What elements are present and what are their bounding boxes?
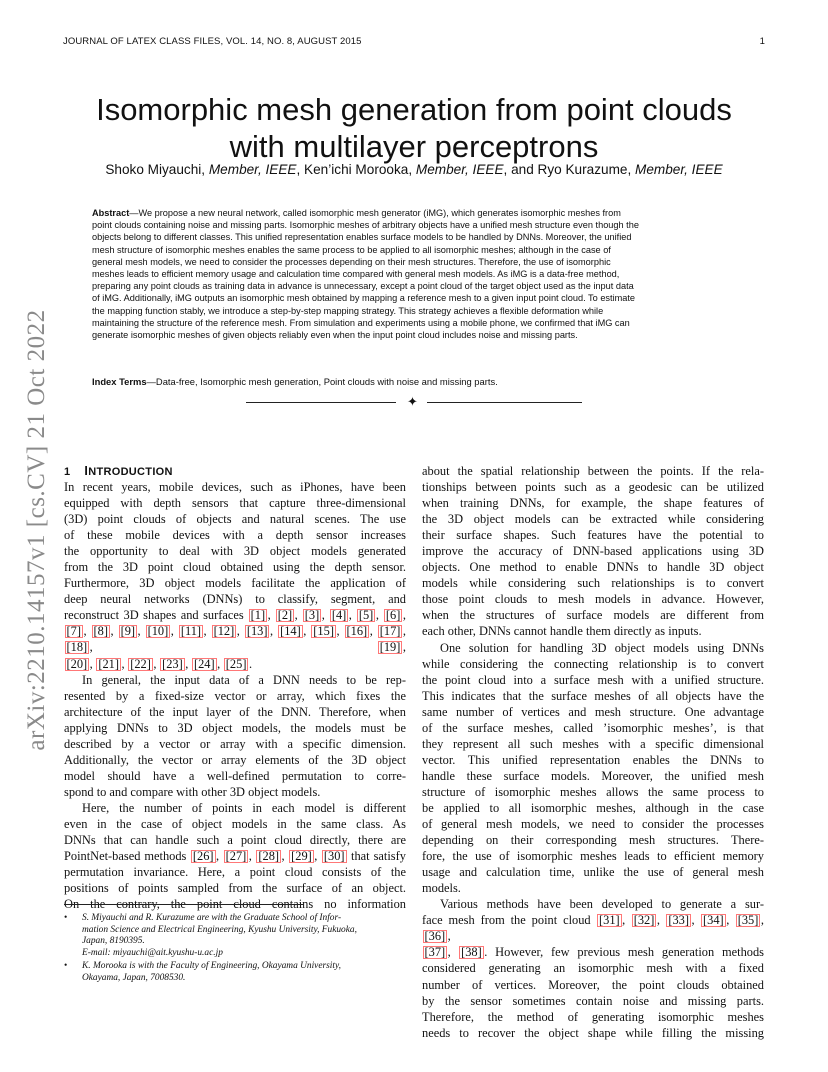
- title-line: with multilayer perceptrons: [229, 128, 599, 164]
- citation-link[interactable]: [14]: [280, 624, 301, 639]
- body-text-line: permutation invariance. Here, a point cloud consists of the: [64, 865, 406, 880]
- body-text-line: architecture of the input layer of the DNN. Therefore, when: [64, 704, 406, 719]
- body-text-line: needs to recover the object shape while filling the missing: [422, 1025, 764, 1040]
- abstract-line: [92, 207, 717, 219]
- citation-link[interactable]: [19]: [379, 640, 401, 655]
- citation-link[interactable]: [27]: [225, 849, 247, 864]
- abstract-line: meshes leads to efficient memory usage and calculation time compared with general mesh models. As iMG is a data-free method,: [92, 269, 620, 280]
- citation-link[interactable]: [31]: [599, 913, 620, 928]
- divider-rule-left: [246, 402, 396, 403]
- right-column: [422, 463, 764, 1041]
- abstract: [92, 207, 717, 341]
- citation-link[interactable]: [37]: [424, 945, 446, 960]
- body-text-line: the point cloud into a surface mesh with a unified structure.: [422, 672, 764, 687]
- abstract-line: of iMG. Additionally, iMG outputs an isomorphic mesh obtained by mapping a reference mesh to a given input point cloud. To estimate: [92, 293, 636, 304]
- body-text-line: spond to and compare with other 3D object models.: [64, 784, 321, 799]
- abstract-line: objects belong to different classes. This unified representation enables surface models to be handled by DNNs. Moreover, the unified: [92, 232, 632, 243]
- body-text-line: the 3D object models can be extracted while considering: [422, 512, 764, 527]
- section-title-rest: NTRODUCTION: [88, 466, 173, 478]
- body-text-line: structure of isomorphic meshes allows the same process to: [422, 784, 764, 799]
- body-text-line: DNNs that can handle such a point cloud directly, there are: [64, 833, 406, 848]
- citation-link[interactable]: [33]: [668, 913, 690, 928]
- citation-link[interactable]: [1]: [250, 608, 266, 623]
- body-text-line: each other, DNNs cannot handle them directly as inputs.: [422, 624, 702, 639]
- body-text-line: [37] , [38] . However, few previous mesh generation methods: [424, 945, 764, 960]
- abstract-line: general mesh models, we need to consider the processes depending on their mesh structures. Therefore, the use of isomorphic: [92, 256, 611, 267]
- citation-link[interactable]: [11]: [180, 624, 202, 639]
- citation-link[interactable]: [7]: [66, 624, 81, 639]
- bullet-icon: •: [64, 913, 68, 923]
- body-text-line: when training DNNs, for example, the shape features of: [422, 496, 764, 511]
- footnote-line: E-mail: miyauchi@ait.kyushu-u.ac.jp: [82, 947, 223, 958]
- section-title-initial: I: [84, 464, 89, 478]
- citation-link[interactable]: [6]: [385, 608, 401, 623]
- body-text-line: Therefore, the method of generating isomorphic meshes: [422, 1009, 764, 1024]
- abstract-line: generate isomorphic meshes of given objects reliably even when the input point cloud includes noise and missing parts.: [92, 330, 578, 341]
- citation-link[interactable]: [21]: [98, 656, 120, 671]
- index-terms-label: Index Terms: [92, 376, 147, 387]
- abstract-line: preparing any point clouds as training data in advance is unnecessary, except a point cloud of the target object used as the input data: [92, 281, 634, 292]
- body-text-line: when the structures of surface models are different from: [422, 608, 764, 623]
- citation-link[interactable]: [20]: [66, 656, 88, 671]
- body-text-line: fore, the use of isomorphic meshes leads to efficient memory: [422, 849, 764, 864]
- citation-link[interactable]: [10]: [147, 624, 169, 639]
- section-number: 1: [64, 466, 71, 478]
- bullet-icon: •: [64, 961, 68, 972]
- body-text-line: described by a vector or array with a specific dimension.: [64, 736, 406, 751]
- body-text-line: improve the accuracy of DNN-based applications using 3D: [422, 544, 764, 559]
- author-name: , Ken’ichi Morooka,: [296, 162, 416, 177]
- abstract-label: Abstract: [92, 208, 130, 218]
- left-column: [64, 463, 406, 912]
- arxiv-stamp: [17, 290, 57, 770]
- citation-link[interactable]: [15]: [313, 624, 334, 639]
- author-role: Member, IEEE: [415, 162, 504, 177]
- footnote-rule: [64, 904, 304, 905]
- body-text-line: the opportunity to deal with 3D object models generated: [64, 544, 406, 559]
- body-text-line: resented by a fixed-size vector or array, which fixes the: [64, 688, 406, 703]
- body-text-line: by the sensor sometimes contain noise and missing parts.: [422, 993, 764, 1008]
- footnote-line: Japan, 8190395.: [82, 936, 145, 947]
- author-role: Member, IEEE: [635, 162, 723, 177]
- body-text-line: Additionally, the vector or array elements of the 3D object: [64, 752, 406, 767]
- body-text-line: considered generating an isomorphic mesh with a fixed: [422, 961, 764, 976]
- citation-link[interactable]: [28]: [258, 849, 280, 864]
- body-text-line: Various methods have been developed to generate a sur-: [440, 897, 764, 912]
- citation-link[interactable]: [26]: [192, 849, 214, 864]
- body-text-line: (3D) point clouds of objects and natural scenes. The use: [64, 512, 406, 527]
- body-text-line: applying DNNs to 3D object models, the models must be: [64, 720, 406, 735]
- journal-header: JOURNAL OF LATEX CLASS FILES, VOL. 14, NO. 8, AUGUST 2015: [63, 36, 362, 47]
- body-text-line: model should have a well-defined permutation to corre-: [64, 768, 406, 783]
- body-text-line: models.: [422, 881, 461, 896]
- body-text-line: depending on their corresponding mesh structures. There-: [422, 833, 764, 848]
- body-text-line: while considering the connecting relationship is to convert: [422, 656, 764, 671]
- divider-diamond-icon: ✦: [407, 395, 418, 410]
- paper-title: [63, 91, 765, 165]
- body-text-line: even in the case of object models in the same class. As: [64, 816, 406, 831]
- citation-link[interactable]: [29]: [291, 849, 312, 864]
- body-text-line: On the contrary, the point cloud contains no information: [64, 897, 406, 912]
- body-text-line: of these mobile devices with a depth sensor increases: [64, 528, 406, 543]
- footnotes: [64, 913, 409, 987]
- body-text-line: This indicates that the surface meshes of all objects have the: [422, 688, 764, 703]
- citation-link[interactable]: [24]: [193, 656, 215, 671]
- body-text-line: number of vertices. Moreover, the point clouds obtained: [422, 977, 764, 992]
- author-name: Shoko Miyauchi,: [105, 162, 209, 177]
- body-text-line: about the spatial relationship between the points. If the rela-: [422, 464, 764, 478]
- abstract-line: the mapping function stably, we introduce a step-by-step mapping strategy. This strategy achieves a flexible deformation while: [92, 305, 604, 316]
- body-text-line: PointNet-based methods [26] , [27] , [28] , [29] , [30] that satisfy: [64, 849, 406, 864]
- abstract-line: mesh structure of isomorphic meshes enables the same process to be applied to all isomorphic meshes; although in the case of: [92, 244, 611, 255]
- body-text-line: [20] , [21] , [22] , [23] , [24] , [25] .: [66, 656, 253, 671]
- citation-link[interactable]: [36]: [424, 929, 446, 944]
- body-text-line: handle these surface models. Moreover, the unified mesh: [422, 768, 764, 783]
- citation-link[interactable]: [13]: [246, 624, 268, 639]
- citation-link[interactable]: [23]: [162, 656, 183, 671]
- citation-link[interactable]: [17]: [379, 624, 401, 639]
- author-list: [40, 162, 788, 177]
- body-text-line: of general mesh models, we need to consider the processes: [422, 817, 764, 832]
- section-heading: [64, 463, 406, 479]
- body-text-line: their surface shapes. Such features have the potential to: [422, 528, 764, 543]
- body-text-line: face mesh from the point cloud [31] , [32] , [33] , [34] , [35] , [36] ,: [422, 913, 764, 944]
- body-text-line: reconstruct 3D shapes and surfaces [1] , [2] , [3] , [4] , [5] , [6] ,: [64, 608, 406, 623]
- body-text-line: usage and calculation time, unlike the use of general mesh: [422, 865, 764, 880]
- citation-link[interactable]: [3]: [304, 608, 320, 623]
- body-text-line: of the surface meshes, called ’isomorphic meshes’, is that: [422, 720, 764, 735]
- arxiv-identifier: arXiv:2210.14157v1 [cs.CV] 21 Oct 2022: [23, 309, 50, 751]
- body-text-line: vector. This unified representation enables the DNNs to: [422, 752, 764, 767]
- body-text-line: be applied to all isomorphic meshes, although in the case: [422, 800, 764, 815]
- citation-link[interactable]: [30]: [323, 849, 345, 864]
- body-text-line: tionships between points such as a geodesic can be utilized: [422, 480, 764, 495]
- body-text-line: models while considering such relationships is to convert: [422, 576, 764, 591]
- body-text-line: deep neural networks (DNNs) to classify, segment, and: [64, 592, 406, 607]
- citation-link[interactable]: [32]: [633, 913, 655, 928]
- body-text-line: Furthermore, 3D object models facilitate the application of: [64, 576, 406, 591]
- section-divider: [246, 396, 582, 412]
- author-name: , and Ryo Kurazume,: [503, 162, 636, 177]
- citation-link[interactable]: [2]: [277, 608, 293, 623]
- citation-link[interactable]: [35]: [737, 913, 759, 928]
- body-text-line: [7] , [8] , [9] , [10] , [11] , [12] , [13] , [14] , [15] , [16] , [17] , [18] , [19] ,: [66, 624, 407, 655]
- body-text-line: they represent all such meshes with a specific dimensional: [422, 736, 764, 751]
- citation-link[interactable]: [38]: [461, 945, 482, 960]
- citation-link[interactable]: [16]: [346, 624, 368, 639]
- body-text-line: from the 3D point cloud obtained using the depth sensor.: [64, 560, 406, 575]
- footnote-line: S. Miyauchi and R. Kurazume are with the Graduate School of Infor-: [82, 913, 342, 923]
- author-role: Member, IEEE: [208, 162, 297, 177]
- body-text-line: One solution for handling 3D object models using DNNs: [440, 640, 764, 655]
- footnote-line: Okayama, Japan, 7008530.: [82, 972, 186, 983]
- citation-link[interactable]: [8]: [93, 624, 108, 639]
- index-terms-text: —Data-free, Isomorphic mesh generation, Point clouds with noise and missing parts.: [146, 376, 498, 387]
- citation-link[interactable]: [9]: [120, 624, 136, 639]
- abstract-line: maintaining the structure of the reference mesh. From simulation and experiments using a mobile phone, we confirmed that iMG can: [92, 317, 630, 328]
- body-text-line: same number of vertices and mesh structure. One advantage: [422, 704, 764, 719]
- title-line: Isomorphic mesh generation from point clouds: [96, 91, 732, 127]
- footnote: [64, 913, 409, 959]
- abstract-text: —We propose a new neural network, called isomorphic mesh generator (iMG), which generates isomorphic meshes from: [129, 208, 621, 218]
- abstract-line: point clouds containing noise and missing parts. Isomorphic meshes of arbitrary objects have a unified mesh structure even though the: [92, 220, 639, 231]
- footnote-line: K. Morooka is with the Faculty of Engineering, Okayama University,: [82, 961, 341, 972]
- footnote: [64, 961, 409, 984]
- page-number: 1: [759, 36, 765, 47]
- footnote-line: mation Science and Electrical Engineering, Kyushu University, Fukuoka,: [82, 924, 357, 935]
- citation-link[interactable]: [34]: [703, 913, 724, 928]
- running-header: [63, 36, 765, 50]
- citation-link[interactable]: [25]: [225, 656, 247, 671]
- citation-link[interactable]: [12]: [213, 624, 235, 639]
- citation-link[interactable]: [18]: [66, 640, 88, 655]
- index-terms: [92, 376, 498, 387]
- citation-link[interactable]: [4]: [331, 608, 347, 623]
- citation-link[interactable]: [22]: [130, 656, 151, 671]
- body-text-line: objects. One method to enable DNNs to handle 3D object: [422, 560, 764, 575]
- body-text-line: In general, the input data of a DNN needs to be rep-: [82, 672, 406, 687]
- body-text-line: those point clouds to mesh models in advance. However,: [422, 592, 764, 607]
- body-text-line: In recent years, mobile devices, such as iPhones, have been: [64, 480, 406, 494]
- body-text-line: positions of points sampled from the surface of an object.: [64, 881, 406, 896]
- body-text-line: equipped with depth sensors that capture three-dimensional: [64, 496, 406, 511]
- citation-link[interactable]: [5]: [358, 608, 374, 623]
- divider-rule-right: [427, 402, 582, 403]
- body-text-line: Here, the number of points in each model is different: [82, 800, 406, 815]
